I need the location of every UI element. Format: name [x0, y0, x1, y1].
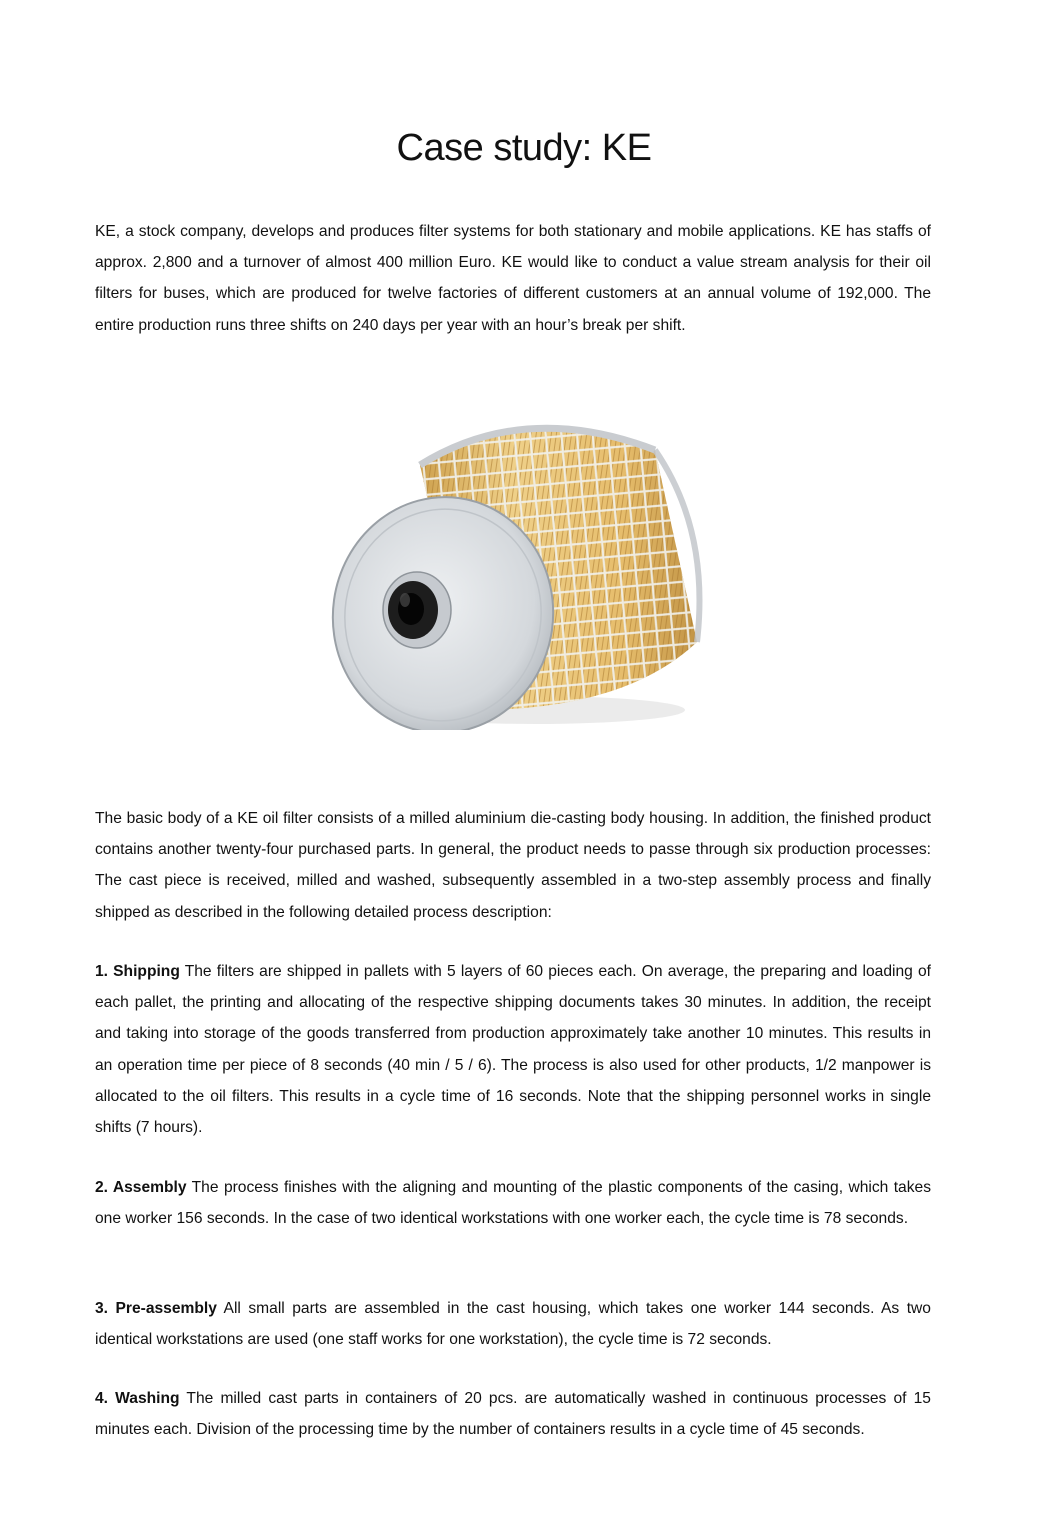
oil-filter-image: [325, 410, 715, 730]
step-heading-shipping: 1. Shipping: [95, 963, 180, 980]
page-title: Case study: KE: [396, 127, 652, 169]
step-text-assembly: The process finishes with the aligning and mounting of the plastic components of the casing, which takes one worker 156 seconds. In the case of two identical workstations with one worker each, the cycle time is 78 seconds.: [95, 1179, 931, 1228]
intro-paragraph: KE, a stock company, develops and produces filter systems for both stationary and mobile applications. KE has staffs of approx. 2,800 and a turnover of almost 400 million Euro. KE would like to conduct a value stream analysis for their oil filters for buses, which are produced for twelve factories of different customers at an annual volume of 192,000. The entire production runs three shifts on 240 days per year with an hour’s break per shift.: [95, 223, 931, 334]
body-description-paragraph: The basic body of a KE oil filter consists of a milled aluminium die-casting body housing. In addition, the finished product contains another twenty-four purchased parts. In general, the product needs to passe through six production processes: The cast piece is received, milled and washed, subsequently assembled in a two-step assembly process and finally shipped as described in the following detailed process description:: [95, 810, 931, 921]
step-text-pre-assembly: All small parts are assembled in the cast housing, which takes one worker 144 seconds. As two identical workstations are used (one staff works for one workstation), the cycle time is 72 seconds.: [95, 1300, 931, 1349]
oil-filter-icon: [325, 410, 715, 730]
step-heading-pre-assembly: 3. Pre-assembly: [95, 1300, 217, 1317]
step-paragraph-washing: [95, 1383, 931, 1445]
step-text-shipping: The filters are shipped in pallets with 5 layers of 60 pieces each. On average, the preparing and loading of each pallet, the printing and allocating of the respective shipping documents takes 30 minutes. In addition, the receipt and taking into storage of the goods transferred from production approximately take another 10 minutes. This results in an operation time per piece of 8 seconds (40 min / 5 / 6). The process is also used for other products, 1/2 manpower is allocated to the oil filters. This results in a cycle time of 16 seconds. Note that the shipping personnel works in single shifts (7 hours).: [95, 963, 931, 1137]
step-heading-assembly: 2. Assembly: [95, 1179, 187, 1196]
step-heading-washing: 4. Washing: [95, 1390, 180, 1407]
step-paragraph-assembly: [95, 1172, 931, 1234]
step-text-washing: The milled cast parts in containers of 20 pcs. are automatically washed in continuous processes of 15 minutes each. Division of the processing time by the number of containers results in a cycle time of 45 seconds.: [95, 1390, 931, 1439]
step-paragraph-pre-assembly: [95, 1293, 931, 1355]
step-paragraph-shipping: [95, 956, 931, 1143]
